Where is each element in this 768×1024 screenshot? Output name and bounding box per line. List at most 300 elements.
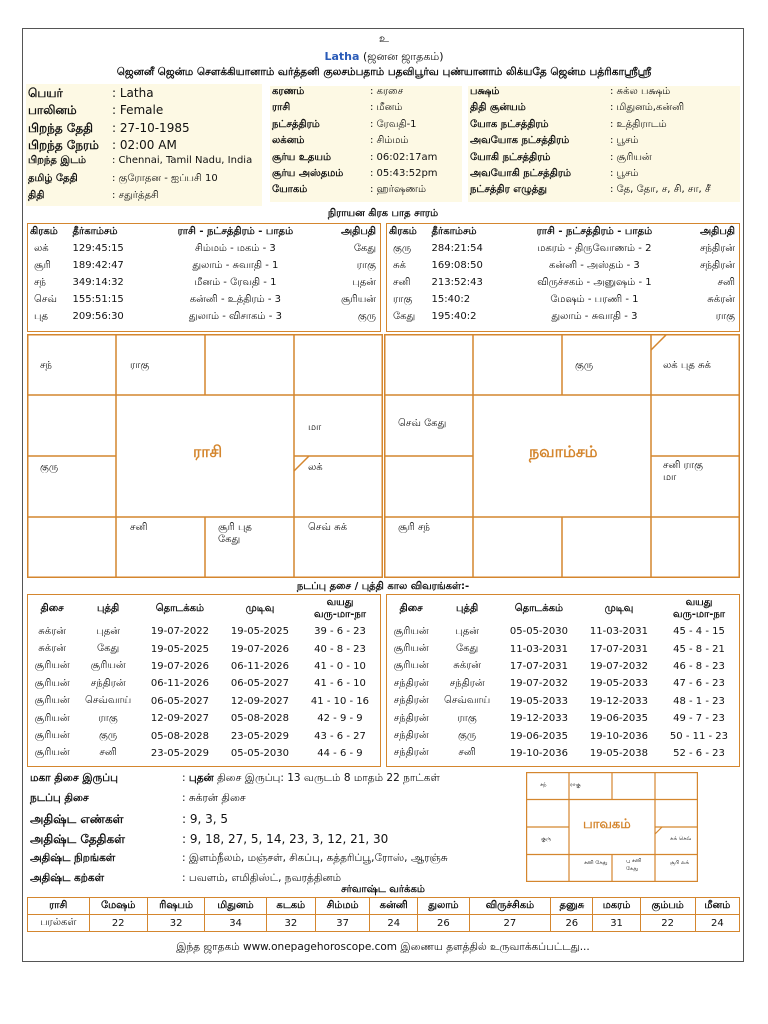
sarva-value-cell: 32 xyxy=(266,915,315,932)
dasa-cell: 50 - 11 - 23 xyxy=(669,730,729,742)
bhava-chart-label: பாவகம் xyxy=(583,817,631,832)
dasa-cell: ராகு xyxy=(98,712,118,724)
dasa-header-row xyxy=(387,595,739,623)
horoscope-title xyxy=(0,50,768,65)
sarva-header-cell: தனுசு xyxy=(551,898,593,915)
dasa-row xyxy=(387,710,739,727)
dasa-header-age-line2: வரு-மா-நா xyxy=(313,609,367,620)
sarva-value-cell: 27 xyxy=(469,915,551,932)
dasa-cell: 52 - 6 - 23 xyxy=(673,747,725,759)
planet-cell: 284:21:54 xyxy=(431,243,483,254)
dasa-row xyxy=(387,658,739,675)
detail-value: : பூசம் xyxy=(610,135,639,147)
planet-cell: சிம்மம் - மகம் - 3 xyxy=(194,242,276,254)
dasa-row xyxy=(387,640,739,657)
dasa-cell: 12-09-2027 xyxy=(230,695,290,707)
dasa-header-cell: புத்தி xyxy=(97,603,120,614)
dasa-cell: 19-12-2033 xyxy=(509,713,568,725)
dasa-cell: 39 - 6 - 23 xyxy=(314,626,366,638)
sarva-value-cell: 24 xyxy=(695,915,739,932)
dasa-cell: 17-07-2031 xyxy=(509,660,568,672)
dasa-cell: சூரியன் xyxy=(34,695,70,707)
detail-key: பிறந்த தேதி xyxy=(28,120,93,135)
planet-cell: சனி xyxy=(393,276,411,288)
horoscope-subtitle: (ஜனன ஜாதகம்) xyxy=(362,50,444,63)
dasa-cell: 41 - 0 - 10 xyxy=(314,660,366,672)
dasa-cell: 40 - 8 - 23 xyxy=(314,643,366,655)
planet-cell: மீனம் - ரேவதி - 1 xyxy=(194,276,277,288)
planets-header-cell: அதிபதி xyxy=(341,226,376,237)
detail-key: சூர்ய அஸ்தமம் xyxy=(272,168,344,179)
dasa-row xyxy=(28,658,380,675)
dasa-cell: சந்திரன் xyxy=(393,712,429,724)
dasa-cell: 43 - 6 - 27 xyxy=(314,730,366,742)
sarva-value-cell: 37 xyxy=(315,915,369,932)
rasi-cell-1: ராகு xyxy=(130,360,150,371)
detail-value: : ஹர்ஷணம் xyxy=(370,184,426,196)
rasi-cell-9: சனி xyxy=(130,522,148,533)
detail-value: : Latha xyxy=(112,86,154,100)
dasa-cell: 45 - 4 - 15 xyxy=(673,626,725,638)
planet-cell: துலாம் - சுவாதி - 3 xyxy=(551,310,638,322)
navamsa-cell-9: சூரி சந் xyxy=(398,522,430,533)
dasa-cell: செவ்வாய் xyxy=(443,695,491,707)
planet-cell: லக் xyxy=(34,242,49,254)
bottom-key: நடப்பு திசை xyxy=(30,792,89,804)
om-symbol: உ xyxy=(379,32,389,45)
detail-value: : தே, தோ, ச, சி, சா, சீ xyxy=(610,184,711,196)
detail-key: பக்ஷம் xyxy=(470,86,500,97)
planet-cell: சூரியன் xyxy=(340,293,376,305)
planet-cell: புதன் xyxy=(352,276,376,288)
sarva-header-cell: மிதுனம் xyxy=(205,898,266,915)
planet-cell: 15:40:2 xyxy=(431,294,471,305)
sarva-value-cell: 26 xyxy=(418,915,470,932)
dasa-cell: சூரியன் xyxy=(34,660,70,672)
rasi-cell-4: குரு xyxy=(40,462,59,473)
dasa-cell: 19-07-2032 xyxy=(589,660,649,672)
dasa-cell: 49 - 7 - 23 xyxy=(673,713,725,725)
dasa-cell: 05-05-2030 xyxy=(509,626,568,638)
planet-cell: கன்னி - உத்திரம் - 3 xyxy=(189,293,282,305)
planet-cell: குரு xyxy=(393,242,412,254)
dasa-cell: சூரியன் xyxy=(34,730,70,742)
detail-value: : ரேவதி-1 xyxy=(370,118,417,130)
dasa-cell: 06-11-2026 xyxy=(150,678,209,690)
planet-cell: புத xyxy=(34,310,48,322)
dasa-cell: சுக்ரன் xyxy=(38,643,67,655)
bhava-cell-7: சுக் செவ் xyxy=(670,836,692,842)
rasi-cell-10: சூரி புத கேது xyxy=(218,522,252,545)
planet-cell: ராகு xyxy=(393,293,413,305)
planet-cell: சந் xyxy=(34,276,46,288)
planet-row xyxy=(28,240,380,257)
detail-value: : 05:43:52pm xyxy=(370,168,438,179)
detail-value: : குரோதன - ஐப்பசி 10 xyxy=(112,172,218,184)
detail-value: : சுக்ல பக்ஷம் xyxy=(610,86,671,97)
planet-cell: ராகு xyxy=(356,259,376,271)
navamsa-cell-4: செவ் கேது xyxy=(398,418,447,429)
planet-cell: கேது xyxy=(393,310,416,322)
dasa-cell: 23-05-2029 xyxy=(150,747,209,759)
details-col2 xyxy=(270,86,462,202)
detail-key: நட்சத்திரம் xyxy=(272,118,320,130)
detail-key: திதி xyxy=(28,189,45,201)
dasa-header-cell: புத்தி xyxy=(456,603,479,614)
planets-header-cell: ராசி - நட்சத்திரம் - பாதம் xyxy=(177,226,294,237)
dasa-row xyxy=(387,623,739,640)
dasa-cell: 41 - 10 - 16 xyxy=(310,695,370,707)
detail-value: : 06:02:17am xyxy=(370,151,438,163)
rasi-cell-7b: லக் xyxy=(308,462,323,473)
sarva-header-cell: ரிஷபம் xyxy=(147,898,205,915)
navamsa-cell-7: சனி ராகு மா xyxy=(663,460,703,483)
dasa-cell: 19-07-2022 xyxy=(150,626,209,638)
dasa-cell: சந்திரன் xyxy=(449,677,485,689)
bottom-value-rest: திசை இருப்பு: 13 வருடம் 8 மாதம் 22 நாட்கள் xyxy=(213,772,440,784)
bottom-key: அதிஷ்ட கற்கள் xyxy=(30,872,105,884)
dasa-cell: சந்திரன் xyxy=(393,730,429,742)
dasa-cell: சூரியன் xyxy=(90,660,126,672)
navamsa-chart-label: நவாம்சம் xyxy=(529,442,598,461)
sarva-value-cell: 26 xyxy=(551,915,593,932)
detail-value: : மீனம் xyxy=(370,102,403,114)
planet-cell: 213:52:43 xyxy=(431,277,483,288)
planets-left-table xyxy=(28,224,380,325)
dasa-left-table xyxy=(28,595,380,762)
rasi-cell-0: சந் xyxy=(40,360,52,371)
dasa-cell: 23-05-2029 xyxy=(230,730,290,742)
dasa-row xyxy=(28,623,380,640)
dasa-cell: 19-05-2025 xyxy=(150,643,209,655)
dasa-cell: 19-10-2036 xyxy=(589,730,649,742)
dasa-cell: சூரியன் xyxy=(393,643,429,655)
dasa-row xyxy=(28,640,380,657)
planet-row xyxy=(28,257,380,274)
bottom-key: அதிஷ்ட தேதிகள் xyxy=(30,832,125,846)
dasa-cell: சந்திரன் xyxy=(393,695,429,707)
dasa-cell: கேது xyxy=(97,643,120,655)
bhava-cell-9: சனி கேது xyxy=(584,860,608,866)
planet-cell: சூரி xyxy=(34,259,51,271)
dasa-cell: 19-07-2026 xyxy=(150,660,209,672)
dasa-cell: சந்திரன் xyxy=(393,747,429,759)
dasa-header-age xyxy=(300,595,380,623)
dasa-header-age-line2: வரு-மா-நா xyxy=(672,609,726,620)
planet-cell: 195:40:2 xyxy=(431,311,477,322)
dasa-row xyxy=(28,745,380,762)
dasa-cell: 19-06-2035 xyxy=(589,713,649,725)
details-col1 xyxy=(26,84,262,206)
detail-value: : உத்திராடம் xyxy=(610,118,667,130)
dasa-row xyxy=(387,745,739,762)
native-name: Latha xyxy=(324,50,360,63)
planet-row xyxy=(387,240,739,257)
planet-cell: துலாம் - விசாகம் - 3 xyxy=(188,310,282,322)
detail-value: : பூசம் xyxy=(610,168,639,179)
sarva-header-cell: மீனம் xyxy=(695,898,739,915)
bottom-value-bold: புதன் xyxy=(188,772,214,784)
planets-header-cell: கிரகம் xyxy=(389,226,417,237)
detail-key: தமிழ் தேதி xyxy=(28,172,78,184)
sarva-value-cell: 22 xyxy=(89,915,147,932)
planet-cell: சந்திரன் xyxy=(699,259,735,271)
planet-cell: 349:14:32 xyxy=(72,277,124,288)
dasa-right-box xyxy=(386,594,740,767)
dasa-cell: புதன் xyxy=(455,625,479,637)
planet-cell: மகரம் - திருவோணம் - 2 xyxy=(537,242,652,254)
dasa-cell: செவ்வாய் xyxy=(84,695,132,707)
sarva-header-cell: கன்னி xyxy=(370,898,418,915)
bottom-key: மகா திசை இருப்பு xyxy=(30,772,118,784)
dasa-right-table xyxy=(387,595,739,762)
dasa-cell: சூரியன் xyxy=(393,660,429,672)
dasa-header-age xyxy=(659,595,739,623)
dasa-row xyxy=(387,727,739,744)
dasa-row xyxy=(28,693,380,710)
dasa-cell: சூரியன் xyxy=(393,625,429,637)
sarva-value-cell: 24 xyxy=(370,915,418,932)
dasa-cell: 06-05-2027 xyxy=(230,678,290,690)
dasa-cell: 05-05-2030 xyxy=(230,747,290,759)
planet-row xyxy=(387,274,739,291)
detail-key: திதி சூன்யம் xyxy=(470,102,526,114)
bhava-cell-11: சூரி லக் xyxy=(670,860,690,866)
planet-cell: விருச்சகம் - அனுஷம் - 1 xyxy=(537,276,652,288)
dasa-cell: புதன் xyxy=(96,625,120,637)
dasa-row xyxy=(387,693,739,710)
dasa-cell: 19-12-2033 xyxy=(589,695,649,707)
dasa-header-cell: திசை xyxy=(40,603,64,614)
dasa-cell: 41 - 6 - 10 xyxy=(314,678,366,690)
dasa-cell: 11-03-2031 xyxy=(509,643,568,655)
detail-key: சூர்ய உதயம் xyxy=(272,151,332,163)
detail-key: பாலினம் xyxy=(28,103,77,118)
dasa-cell: 19-10-2036 xyxy=(509,747,568,759)
planet-cell: 129:45:15 xyxy=(72,243,124,254)
planet-cell: 209:56:30 xyxy=(72,311,124,322)
planets-section-title: நிராயன கிரக பாத சாரம் xyxy=(327,208,439,219)
rasi-cell-11: செவ் சுக் xyxy=(308,522,347,533)
detail-key: யோகி நட்சத்திரம் xyxy=(470,151,551,163)
bhava-cell-10b: கேது xyxy=(626,866,639,872)
details-col3 xyxy=(468,86,740,202)
dasa-cell: சூரியன் xyxy=(34,677,70,689)
dasa-cell: 47 - 6 - 23 xyxy=(673,678,725,690)
dasa-cell: 19-05-2038 xyxy=(589,747,649,759)
dasa-cell: சனி xyxy=(99,747,117,759)
dasa-row xyxy=(387,675,739,692)
dasa-cell: சந்திரன் xyxy=(393,677,429,689)
dasa-cell: சூரியன் xyxy=(34,747,70,759)
bottom-value xyxy=(182,852,448,865)
detail-value: : 02:00 AM xyxy=(112,137,177,152)
bhava-cell-10a: பு சனி xyxy=(626,858,642,864)
planet-cell: 189:42:47 xyxy=(72,260,124,271)
dasa-cell: 45 - 8 - 21 xyxy=(673,643,725,655)
detail-key: அவயோக நட்சத்திரம் xyxy=(470,135,570,147)
dasa-cell: கேது xyxy=(456,643,479,655)
sarva-header-cell: மகரம் xyxy=(593,898,640,915)
bottom-key: அதிஷ்ட நிறங்கள் xyxy=(30,852,116,864)
navamsa-cell-3: லக் புத சுக் xyxy=(663,360,711,371)
sarva-section-title: சர்வாஷ்ட வர்க்கம் xyxy=(341,884,425,895)
sarva-value-cell: பரல்கள் xyxy=(28,915,90,932)
planets-header-cell: ராசி - நட்சத்திரம் - பாதம் xyxy=(536,226,653,237)
planet-cell: சனி xyxy=(717,276,735,288)
planet-cell: குரு xyxy=(357,310,376,322)
detail-key: ராசி xyxy=(272,102,291,114)
navamsa-cell-2: குரு xyxy=(575,360,594,371)
dasa-cell: சுக்ரன் xyxy=(453,660,481,672)
sarva-header-row xyxy=(28,898,740,915)
bottom-value xyxy=(182,832,388,846)
dasa-cell: 05-08-2028 xyxy=(230,713,290,725)
dasa-cell: சுக்ரன் xyxy=(38,625,67,637)
sarva-header-cell: கும்பம் xyxy=(640,898,695,915)
detail-value: : சூரியன் xyxy=(610,151,652,163)
dasa-cell: 19-05-2033 xyxy=(509,695,568,707)
dasa-cell: 44 - 6 - 9 xyxy=(317,747,363,759)
planet-cell: கேது xyxy=(353,242,376,254)
sarva-header-cell: மேஷம் xyxy=(89,898,147,915)
sarva-header-cell: விருச்சிகம் xyxy=(469,898,551,915)
sarva-header-cell: கடகம் xyxy=(266,898,315,915)
dasa-header-age-line1: வயது xyxy=(685,597,713,608)
dasa-header-age-line1: வயது xyxy=(326,597,354,608)
dasa-cell: 06-05-2027 xyxy=(150,695,209,707)
planets-header-row xyxy=(387,224,739,240)
planet-cell: கன்னி - அஸ்தம் - 3 xyxy=(549,259,640,271)
dasa-cell: 19-05-2033 xyxy=(589,678,649,690)
dasa-cell: சூரியன் xyxy=(34,712,70,724)
dasa-left-box xyxy=(27,594,381,767)
planet-cell: செவ் xyxy=(34,293,57,305)
dasa-cell: 19-05-2025 xyxy=(230,626,290,638)
sarva-header-cell: துலாம் xyxy=(418,898,470,915)
detail-value: : கரசை xyxy=(370,86,404,97)
dasa-cell: 17-07-2031 xyxy=(589,643,649,655)
dasa-cell: 19-06-2035 xyxy=(509,730,568,742)
detail-key: லக்னம் xyxy=(272,135,305,147)
dasa-cell: 11-03-2031 xyxy=(589,626,649,638)
planets-right-table xyxy=(387,224,739,325)
dasa-row xyxy=(28,675,380,692)
dasa-cell: 48 - 1 - 23 xyxy=(673,695,725,707)
sarva-value-cell: 34 xyxy=(205,915,266,932)
planets-left-box xyxy=(27,223,381,332)
planets-header-cell: கிரகம் xyxy=(30,226,58,237)
bottom-value-text: : இளம்நீலம், மஞ்சள், சிகப்பு, கத்தரிப்பூ,ரோஸ், ஆரஞ்சு xyxy=(182,852,448,864)
sarva-value-cell: 32 xyxy=(147,915,205,932)
dasa-header-cell: முடிவு xyxy=(604,603,634,614)
dasa-cell: ராகு xyxy=(457,712,477,724)
detail-value: : Female xyxy=(112,103,164,118)
dasa-cell: 06-11-2026 xyxy=(230,660,290,672)
bottom-value-text: : 9, 18, 27, 5, 14, 23, 3, 12, 21, 30 xyxy=(182,832,389,846)
sarva-value-cell: 22 xyxy=(640,915,695,932)
detail-key: பெயர் xyxy=(28,86,63,100)
detail-key: கரணம் xyxy=(272,86,305,97)
detail-key: அவயோகி நட்சத்திரம் xyxy=(470,168,572,179)
dasa-cell: குரு xyxy=(458,730,477,742)
dasa-row xyxy=(28,727,380,744)
detail-value: : 27-10-1985 xyxy=(112,120,190,135)
bhava-cell-0: சந் xyxy=(540,782,547,788)
sarva-value-row xyxy=(28,915,740,932)
detail-value: : மிதுனம்,கன்னி xyxy=(610,102,685,114)
bottom-value-text: : 9, 3, 5 xyxy=(182,812,229,826)
planet-cell: ராகு xyxy=(715,310,735,322)
planet-cell: 169:08:50 xyxy=(431,260,483,271)
sarva-header-cell: ராசி xyxy=(28,898,90,915)
dasa-cell: சந்திரன் xyxy=(90,677,126,689)
dasa-section-title: நடப்பு தசை / புத்தி கால விவரங்கள்:- xyxy=(296,581,470,592)
dasa-cell: சனி xyxy=(458,747,476,759)
planet-cell: மேஷம் - பரணி - 1 xyxy=(550,293,639,305)
sarva-header-cell: சிம்மம் xyxy=(315,898,369,915)
planet-row xyxy=(387,257,739,274)
dasa-row xyxy=(28,710,380,727)
detail-key: யோகம் xyxy=(272,184,308,196)
dasa-header-cell: முடிவு xyxy=(245,603,275,614)
dasa-cell: 19-07-2026 xyxy=(230,643,290,655)
detail-value: : சிம்மம் xyxy=(370,135,409,147)
planet-cell: 155:51:15 xyxy=(72,294,124,305)
dasa-header-cell: திசை xyxy=(399,603,423,614)
detail-value: : சதுர்த்தசி xyxy=(112,189,159,201)
dasa-cell: 05-08-2028 xyxy=(150,730,209,742)
dasa-header-row xyxy=(28,595,380,623)
planet-row xyxy=(387,308,739,325)
footer-note: இந்த ஜாதகம் www.onepagehoroscope.com இணைய தளத்தில் உருவாக்கப்பட்டது... xyxy=(176,941,590,953)
dasa-cell: 19-07-2032 xyxy=(509,678,568,690)
planet-row xyxy=(28,291,380,308)
bhava-cell-4: குரு xyxy=(541,836,551,842)
bottom-value xyxy=(182,792,246,805)
bottom-value xyxy=(182,772,440,785)
planets-header-cell: அதிபதி xyxy=(700,226,735,237)
blessing-line: ஜெனனீ ஜென்ம சௌக்கியானாம் வர்த்தனி குலசம்பதாம் பதவிபூர்வ புண்யானாம் லிக்யதே ஜென்ம பத்ரிகாஸ்ரீஸ்ரீ xyxy=(116,66,652,78)
detail-value: : Chennai, Tamil Nadu, India xyxy=(112,155,253,167)
planets-header-row xyxy=(28,224,380,240)
dasa-cell: 46 - 8 - 23 xyxy=(673,660,725,672)
dasa-header-cell: தொடக்கம் xyxy=(514,603,564,614)
planets-right-box xyxy=(386,223,740,332)
sarva-value-cell: 31 xyxy=(593,915,640,932)
bottom-value xyxy=(182,812,228,826)
sarva-table xyxy=(27,897,740,932)
bottom-value-text: : பவளம், எமிதிஸ்ட், நவரத்தினம் xyxy=(182,872,342,884)
bottom-value-text: : xyxy=(182,772,189,784)
detail-key: பிறந்த நேரம் xyxy=(28,137,99,152)
planet-row xyxy=(28,274,380,291)
bottom-value-text: : சுக்ரன் திசை xyxy=(182,792,246,804)
planet-row xyxy=(387,291,739,308)
planet-cell: சுக்ரன் xyxy=(707,293,735,305)
planets-header-cell: தீர்காம்சம் xyxy=(431,226,477,237)
detail-key: நட்சத்திர எழுத்து xyxy=(470,184,547,196)
planets-header-cell: தீர்காம்சம் xyxy=(72,226,118,237)
planet-row xyxy=(28,308,380,325)
detail-key: பிறந்த இடம் xyxy=(28,155,87,167)
bhava-cell-1: ராகு xyxy=(570,782,581,788)
planet-cell: சந்திரன் xyxy=(699,242,735,254)
planet-cell: துலாம் - சுவாதி - 1 xyxy=(192,259,279,271)
detail-key: யோக நட்சத்திரம் xyxy=(470,118,549,130)
planet-cell: சுக் xyxy=(393,259,406,271)
dasa-cell: குரு xyxy=(99,730,118,742)
